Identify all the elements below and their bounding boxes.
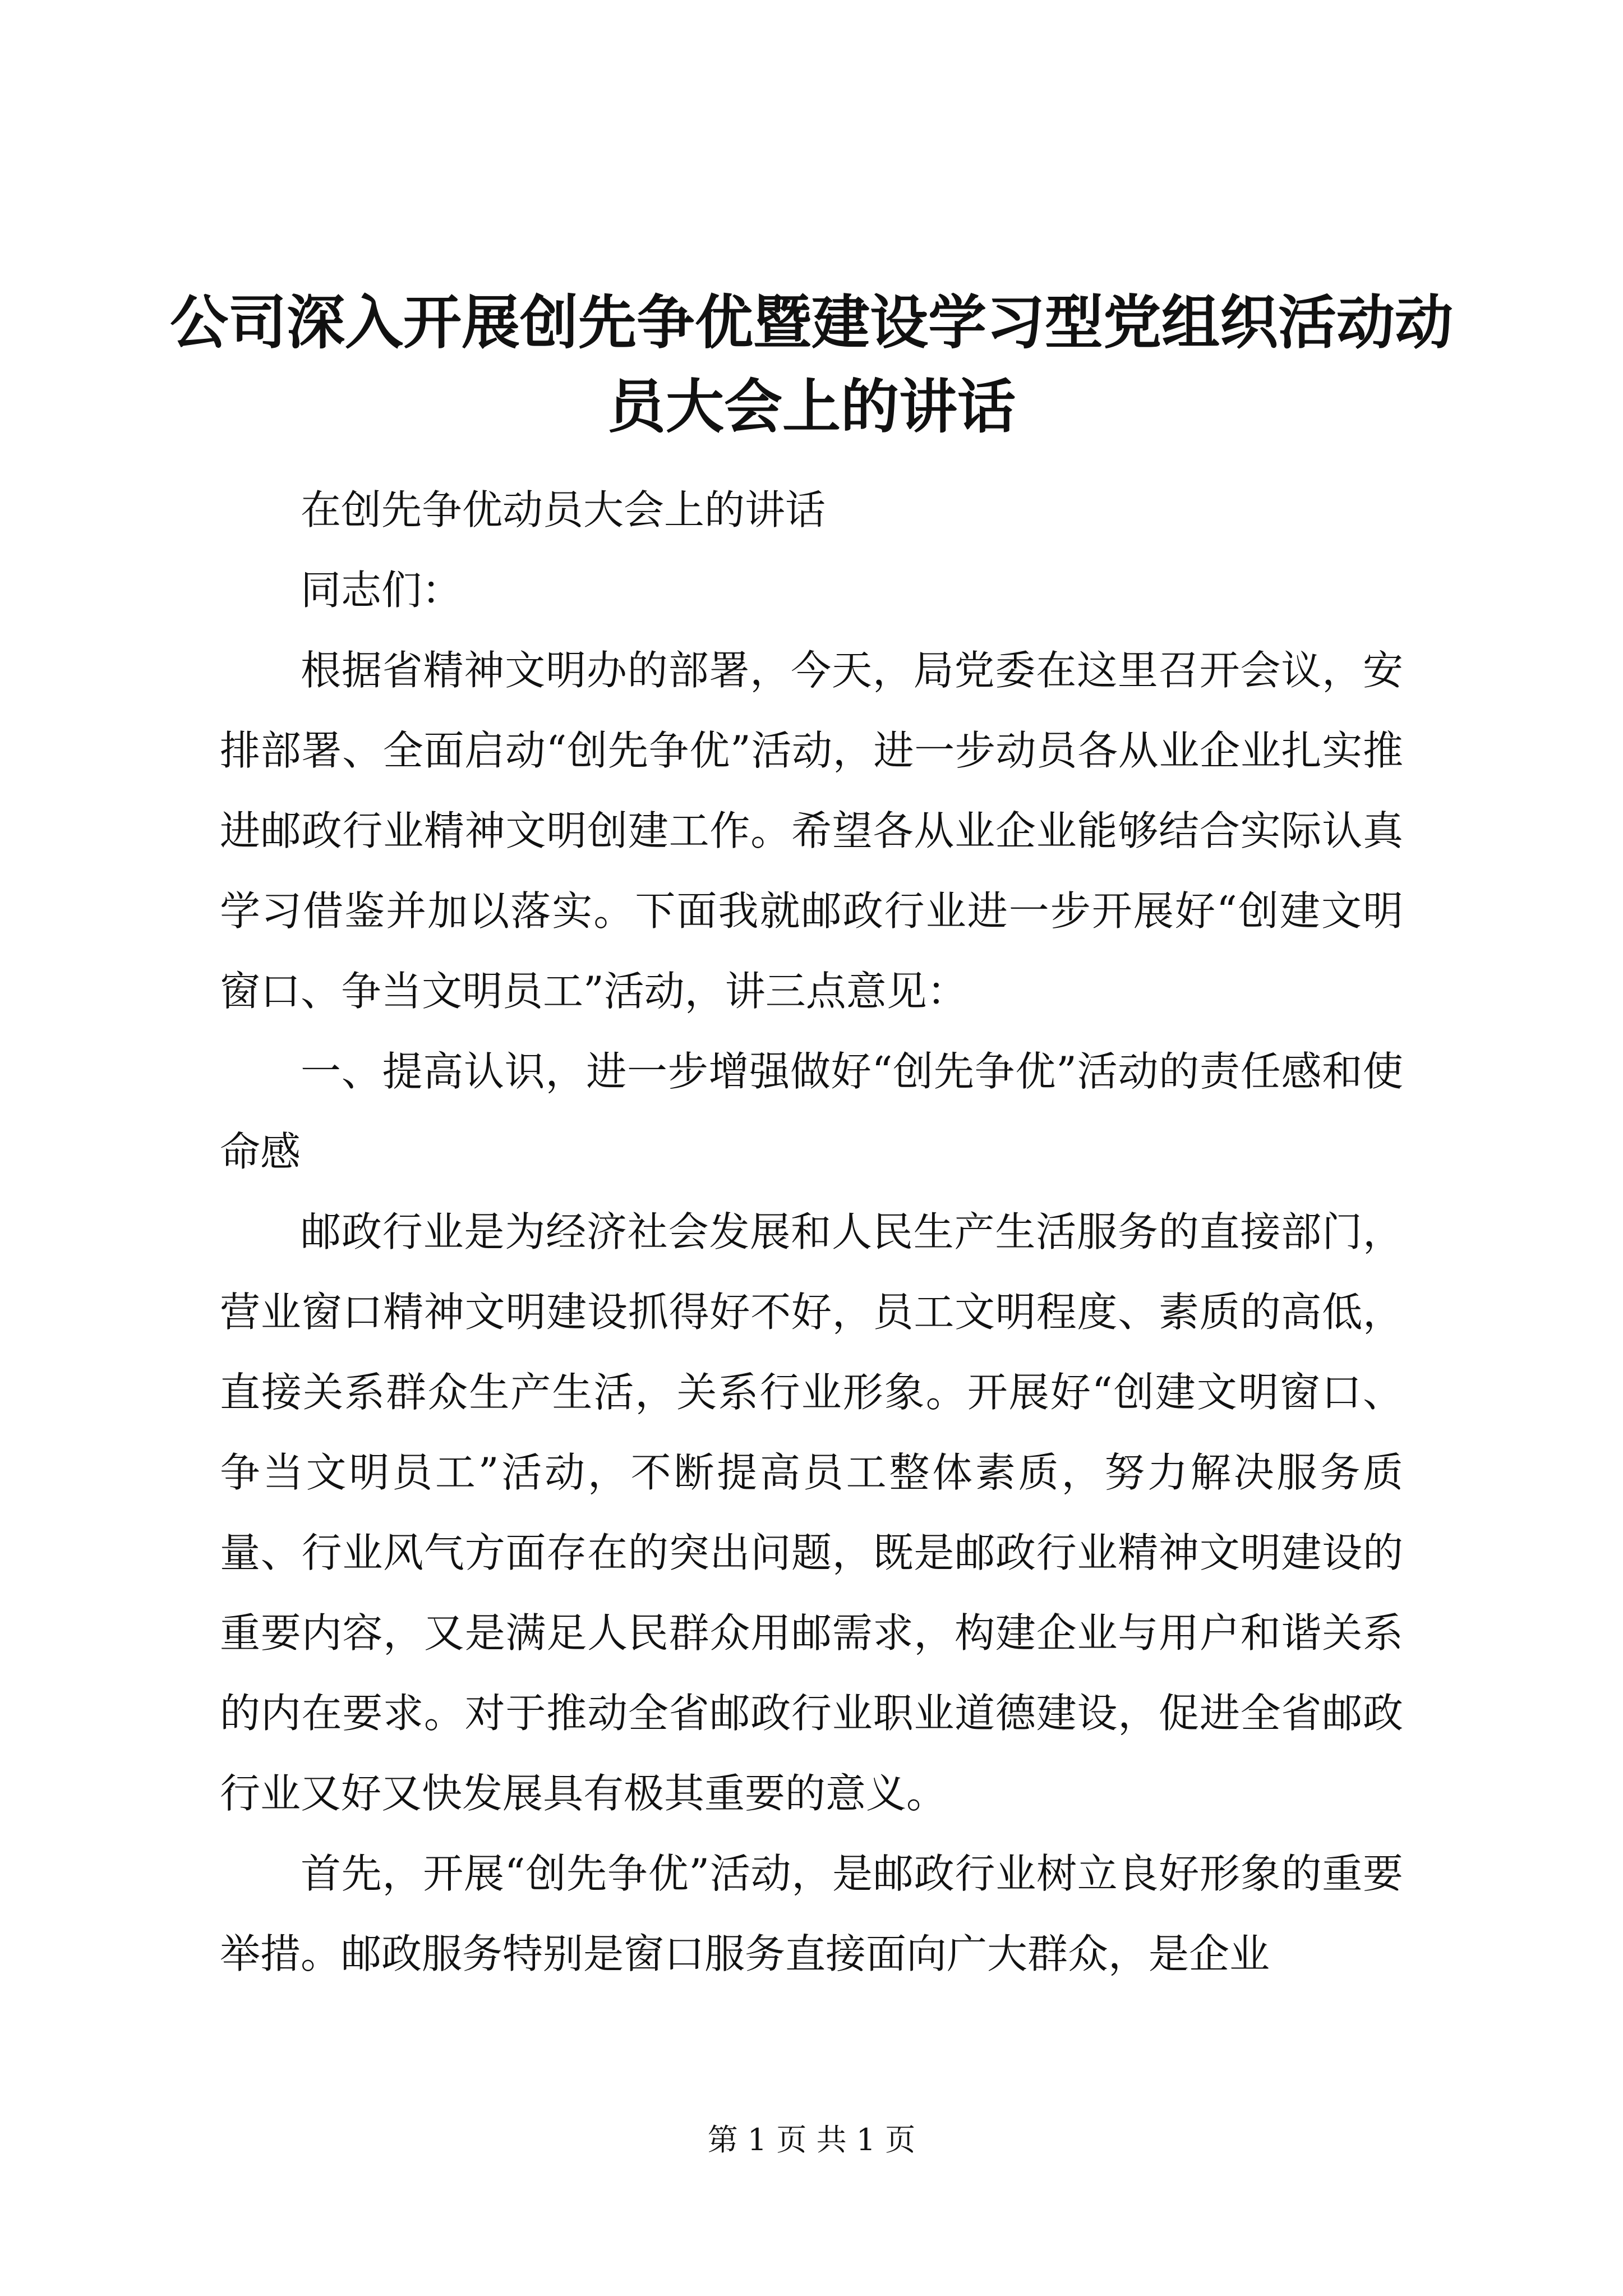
paragraph-body: 邮政行业是为经济社会发展和人民生产生活服务的直接部门，营业窗口精神文明建设抓得好不好，员工文明程度、素质的高低，直接关系群众生产生活，关系行业形象。开展好“创建文明窗口、争当文明员工”活动，不断提高员工整体素质，努力解决服务质量、行业风气方面存在的突出问题，既是邮政行业精神文明建设的重要内容，又是满足人民群众用邮需求，构建企业与用户和谐关系的内在要求。对于推动全省邮政行业职业道德建设，促进全省邮政行业又好又快发展具有极其重要的意义。 xyxy=(220,1208,1403,1817)
paragraph-first-point: 首先，开展“创先争优”活动，是邮政行业树立良好形象的重要举措。邮政服务特别是窗口服务直接面向广大群众，是企业 xyxy=(220,1850,1403,1977)
paragraph-intro: 根据省精神文明办的部署，今天，局党委在这里召开会议，安排部署、全面启动“创先争优”活动，进一步动员各从业企业扎实推进邮政行业精神文明创建工作。希望各从业企业能够结合实际认真学习借鉴并加以落实。下面我就邮政行业进一步开展好“创建文明窗口、争当文明员工”活动，讲三点意见： xyxy=(220,647,1403,1015)
document-title: 公司深入开展创先争优暨建设学习型党组织活动动员大会上的讲话 xyxy=(169,288,1453,441)
paragraph-salutation: 同志们： xyxy=(301,567,463,614)
document-body xyxy=(220,470,1403,1994)
paragraph-subtitle: 在创先争优动员大会上的讲话 xyxy=(301,486,826,533)
paragraph-section-heading: 一、提高认识，进一步增强做好“创先争优”活动的责任感和使命感 xyxy=(220,1048,1403,1175)
page-footer: 第 1 页 共 1 页 xyxy=(707,2122,916,2157)
